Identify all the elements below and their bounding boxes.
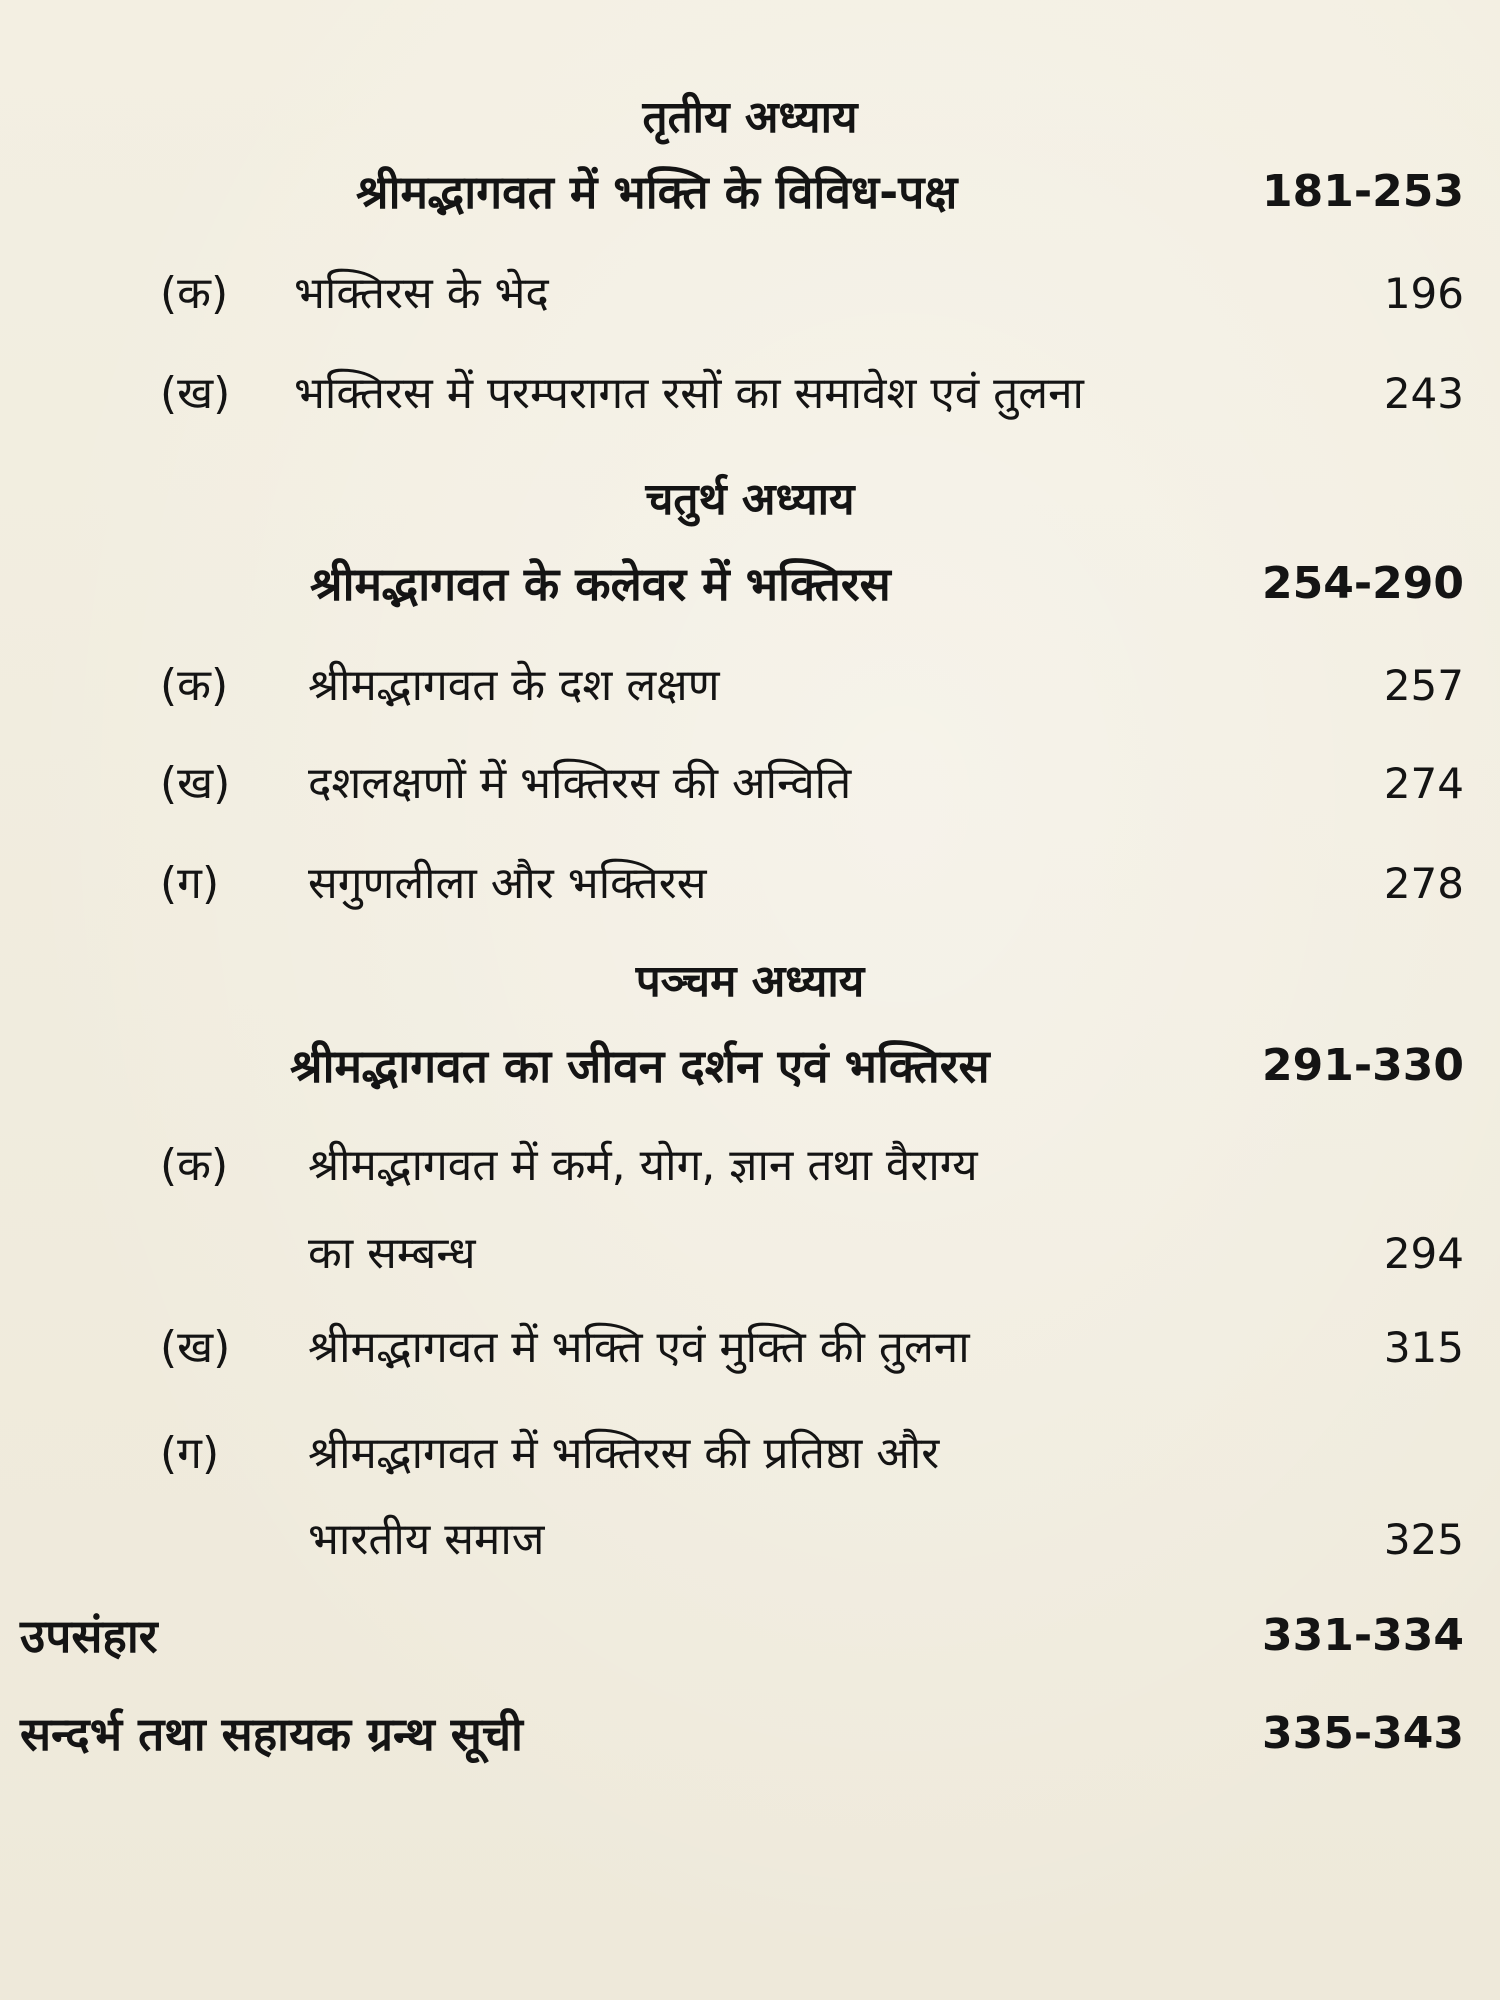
chapter-5-title: श्रीमद्भागवत का जीवन दर्शन एवं भक्तिरस <box>290 1039 990 1093</box>
chapter-4-pages: 254-290 <box>1262 558 1464 609</box>
chapter-4-item-c-page: 278 <box>1383 859 1464 908</box>
chapter-4-item-a-marker: (क) <box>160 660 229 711</box>
chapter-4-item-b-marker: (ख) <box>160 758 231 809</box>
chapter-4-title: श्रीमद्भागवत के कलेवर में भक्तिरस <box>310 557 891 611</box>
chapter-5-item-b-text: श्रीमद्भागवत में भक्ति एवं मुक्ति की तुलना <box>308 1322 970 1373</box>
chapter-5-item-c-page: 325 <box>1383 1515 1464 1564</box>
chapter-5-item-c-text-line-2: भारतीय समाज <box>308 1514 545 1565</box>
chapter-5-item-a-marker: (क) <box>160 1140 229 1191</box>
chapter-3-item-a-text: भक्तिरस के भेद <box>294 268 549 319</box>
chapter-5-item-b-page: 315 <box>1383 1323 1464 1372</box>
chapter-5-item-c-text-line-1: श्रीमद्भागवत में भक्तिरस की प्रतिष्ठा और <box>308 1428 940 1479</box>
chapter-5-item-a-text-line-1: श्रीमद्भागवत में कर्म, योग, ज्ञान तथा वैराग्य <box>308 1140 978 1191</box>
bibliography-title: सन्दर्भ तथा सहायक ग्रन्थ सूची <box>20 1707 523 1761</box>
chapter-5-item-a-text-line-2: का सम्बन्ध <box>308 1228 476 1279</box>
chapter-5-item-a-page: 294 <box>1383 1229 1464 1278</box>
chapter-3-item-b-text: भक्तिरस में परम्परागत रसों का समावेश एवं तुलना <box>294 368 1084 419</box>
conclusion-title: उपसंहार <box>20 1609 158 1663</box>
chapter-4-item-b-page: 274 <box>1383 759 1464 808</box>
chapter-4-item-a-page: 257 <box>1383 661 1464 710</box>
chapter-3-pages: 181-253 <box>1262 166 1464 217</box>
chapter-3-item-b-marker: (ख) <box>160 368 231 419</box>
chapter-3-item-a-page: 196 <box>1383 269 1464 318</box>
chapter-3-heading: तृतीय अध्याय <box>642 92 858 143</box>
chapter-3-title: श्रीमद्भागवत में भक्ति के विविध-पक्ष <box>356 165 958 219</box>
chapter-5-item-b-marker: (ख) <box>160 1322 231 1373</box>
chapter-5-item-c-marker: (ग) <box>160 1428 220 1479</box>
chapter-4-heading: चतुर्थ अध्याय <box>645 474 855 525</box>
chapter-4-item-c-marker: (ग) <box>160 858 220 909</box>
chapter-5-heading: पञ्चम अध्याय <box>635 956 865 1007</box>
chapter-3-item-b-page: 243 <box>1383 369 1464 418</box>
bibliography-pages: 335-343 <box>1262 1708 1464 1759</box>
conclusion-pages: 331-334 <box>1262 1610 1464 1661</box>
chapter-3-item-a-marker: (क) <box>160 268 229 319</box>
chapter-4-item-b-text: दशलक्षणों में भक्तिरस की अन्विति <box>308 758 852 809</box>
chapter-5-pages: 291-330 <box>1262 1040 1464 1091</box>
chapter-4-item-a-text: श्रीमद्भागवत के दश लक्षण <box>308 660 720 711</box>
chapter-4-item-c-text: सगुणलीला और भक्तिरस <box>308 858 707 909</box>
